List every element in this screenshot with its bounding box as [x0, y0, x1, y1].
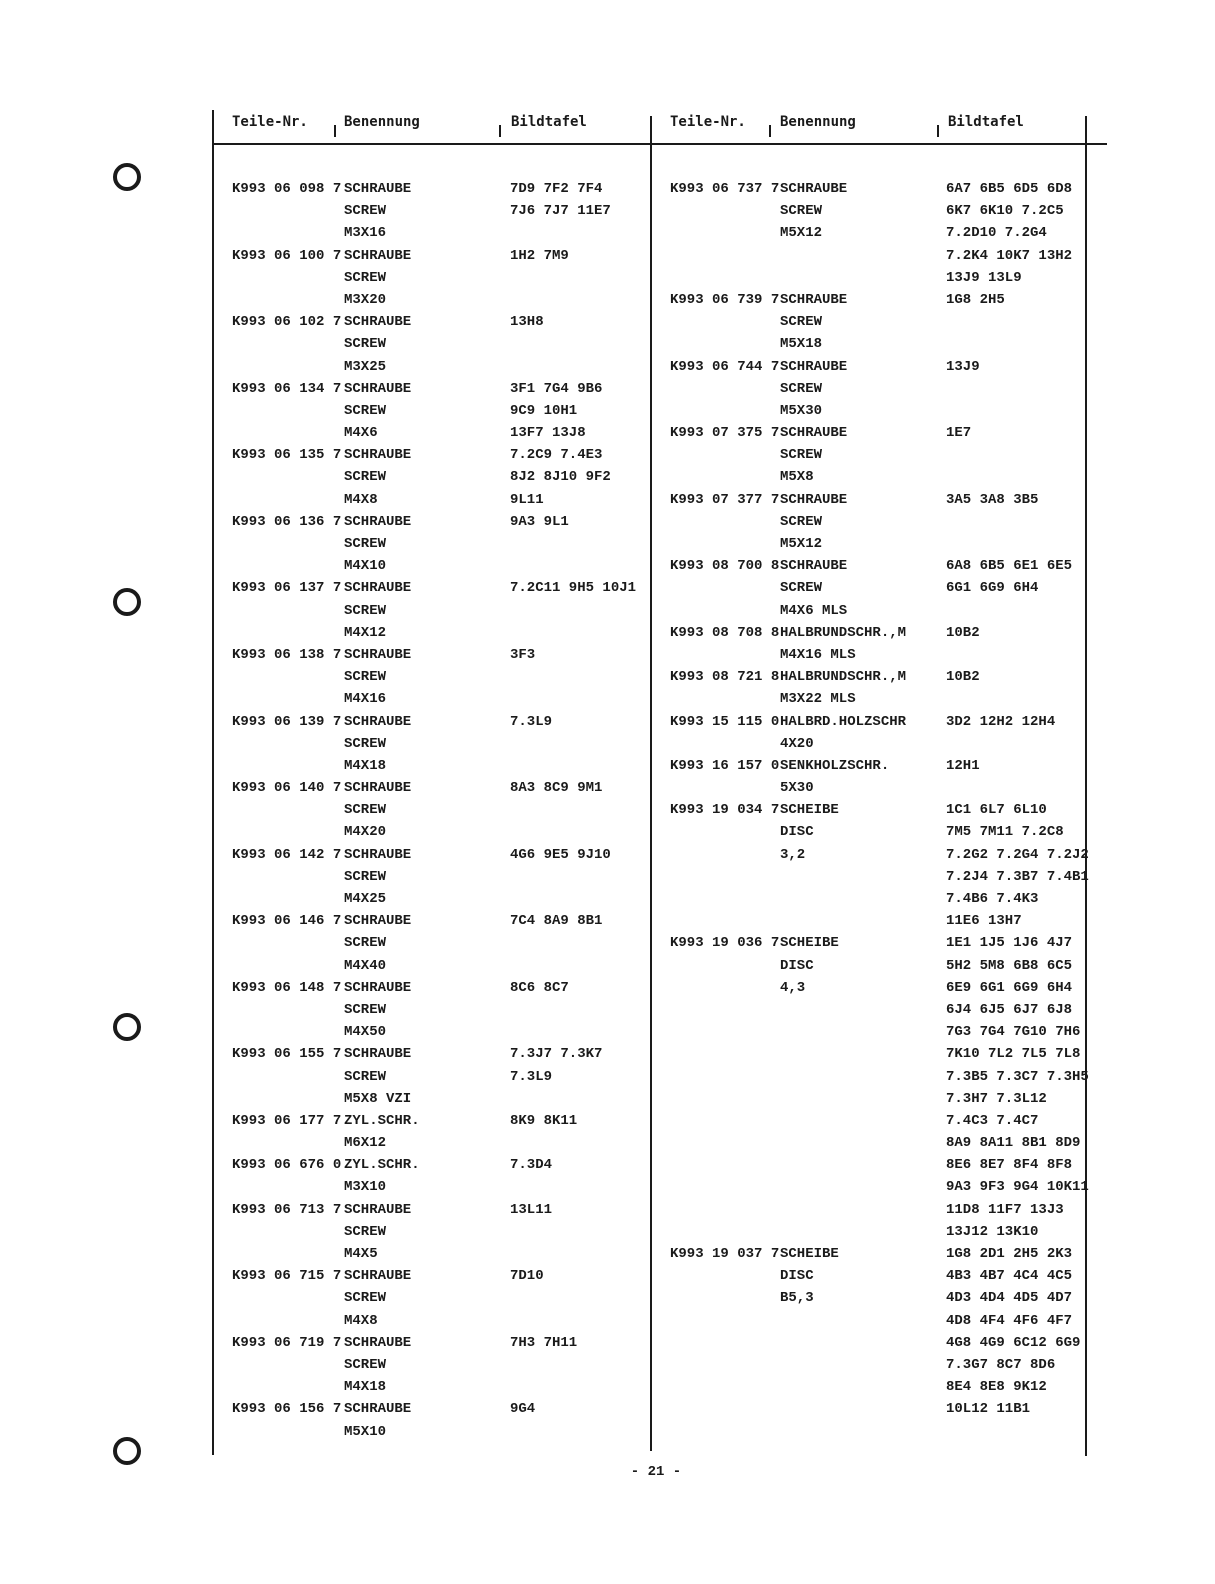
- part-name: SCREW: [344, 735, 387, 752]
- plate-reference: 9L11: [510, 491, 544, 508]
- punch-hole: [113, 1013, 141, 1041]
- part-name: SCREW: [344, 269, 387, 286]
- part-number: K993 07 377 7: [670, 491, 780, 508]
- part-name: SCREW: [344, 536, 387, 552]
- part-name: M5X8: [780, 469, 814, 486]
- part-name: 5X30: [780, 780, 814, 797]
- punch-hole: [113, 588, 141, 616]
- part-name: DISC: [780, 957, 814, 974]
- part-name: SCHEIBE: [780, 1246, 839, 1262]
- part-name: SCREW: [344, 1290, 387, 1307]
- part-name: M4X16 MLS: [780, 646, 856, 663]
- part-name: M3X20: [344, 291, 387, 308]
- part-name: SCHEIBE: [780, 935, 839, 952]
- header-part-no-left: Teile-Nr.: [232, 114, 308, 130]
- plate-reference: 7.3G7 8C7 8D6: [946, 1356, 1056, 1373]
- part-name: M4X50: [344, 1024, 387, 1041]
- part-name: SCREW: [344, 1068, 387, 1085]
- part-number: K993 06 148 7: [232, 979, 342, 996]
- part-name: M4X6: [344, 425, 378, 442]
- plate-reference: 3F3: [510, 646, 536, 663]
- part-name: SCHRAUBE: [780, 425, 848, 442]
- part-name: M4X5: [344, 1246, 378, 1262]
- plate-reference: 4G6 9E5 9J10: [510, 846, 611, 863]
- punch-hole: [113, 163, 141, 191]
- part-name: SCREW: [780, 380, 823, 397]
- part-name: HALBRUNDSCHR.,M: [780, 669, 907, 686]
- plate-reference: 3F1 7G4 9B6: [510, 380, 603, 397]
- plate-reference: 12H1: [946, 757, 980, 774]
- part-name: SCREW: [344, 868, 387, 885]
- part-name: M4X10: [344, 558, 387, 575]
- header-plate-left: Bildtafel: [511, 114, 587, 130]
- part-number: K993 06 102 7: [232, 314, 342, 331]
- plate-reference: 8C6 8C7: [510, 979, 569, 996]
- part-number: K993 06 134 7: [232, 380, 342, 397]
- part-name: M4X8: [344, 1312, 378, 1329]
- plate-reference: 11E6 13H7: [946, 913, 1022, 930]
- part-name: SCREW: [344, 935, 387, 952]
- plate-reference: 1H2 7M9: [510, 247, 569, 264]
- part-number: K993 06 715 7: [232, 1268, 342, 1285]
- part-name: M4X6 MLS: [780, 602, 848, 619]
- plate-reference: 8A9 8A11 8B1 8D9: [946, 1135, 1081, 1152]
- plate-reference: 5H2 5M8 6B8 6C5: [946, 957, 1073, 974]
- part-number: K993 19 036 7: [670, 935, 780, 952]
- plate-reference: 6E9 6G1 6G9 6H4: [946, 979, 1073, 996]
- part-number: K993 06 155 7: [232, 1046, 342, 1063]
- plate-reference: 7H3 7H11: [510, 1334, 578, 1351]
- plate-reference: 8A3 8C9 9M1: [510, 780, 603, 797]
- part-name: M5X18: [780, 336, 823, 353]
- plate-reference: 4G8 4G9 6C12 6G9: [946, 1334, 1081, 1351]
- part-name: SENKHOLZSCHR.: [780, 757, 890, 774]
- plate-reference: 7.3B5 7.3C7 7.3H5: [946, 1068, 1089, 1085]
- plate-reference: 7.2C9 7.4E3: [510, 447, 603, 464]
- part-name: SCHEIBE: [780, 802, 839, 819]
- plate-reference: 9A3 9L1: [510, 513, 569, 530]
- plate-reference: 13J9: [946, 358, 980, 375]
- part-name: M3X10: [344, 1179, 387, 1196]
- part-name: DISC: [780, 1268, 814, 1285]
- plate-reference: 10L12 11B1: [946, 1401, 1031, 1418]
- part-number: K993 06 676 0: [232, 1157, 342, 1174]
- part-name: SCREW: [344, 469, 387, 486]
- part-name: 4,3: [780, 979, 806, 996]
- part-number: K993 06 135 7: [232, 447, 342, 464]
- plate-reference: 7.3D4: [510, 1157, 553, 1174]
- part-name: SCREW: [344, 669, 387, 686]
- part-name: SCREW: [344, 602, 387, 619]
- part-number: K993 06 713 7: [232, 1201, 342, 1218]
- plate-reference: 8E6 8E7 8F4 8F8: [946, 1157, 1073, 1174]
- part-name: SCHRAUBE: [780, 491, 848, 508]
- header-tick: [937, 125, 939, 137]
- part-number: K993 16 157 0: [670, 757, 780, 774]
- plate-reference: 7.3J7 7.3K7: [510, 1046, 603, 1063]
- part-name: SCHRAUBE: [780, 358, 848, 375]
- header-plate-right: Bildtafel: [948, 114, 1024, 130]
- plate-reference: 7.3H7 7.3L12: [946, 1090, 1047, 1107]
- header-tick: [499, 125, 501, 137]
- plate-reference: 7D10: [510, 1268, 544, 1285]
- plate-reference: 7.2D10 7.2G4: [946, 225, 1047, 242]
- part-name: SCHRAUBE: [344, 780, 412, 797]
- part-number: K993 06 146 7: [232, 913, 342, 930]
- plate-reference: 3D2 12H2 12H4: [946, 713, 1056, 730]
- part-name: SCHRAUBE: [344, 713, 412, 730]
- part-number: K993 06 137 7: [232, 580, 342, 597]
- part-name: M6X12: [344, 1135, 387, 1152]
- plate-reference: 9C9 10H1: [510, 402, 578, 419]
- part-number: K993 06 140 7: [232, 780, 342, 797]
- part-name: SCHRAUBE: [780, 558, 848, 575]
- page-number: - 21 -: [630, 1464, 682, 1480]
- plate-reference: 11D8 11F7 13J3: [946, 1201, 1064, 1218]
- part-number: K993 06 156 7: [232, 1401, 342, 1418]
- part-name: HALBRD.HOLZSCHR: [780, 713, 907, 730]
- plate-reference: 8J2 8J10 9F2: [510, 469, 611, 486]
- plate-reference: 6A7 6B5 6D5 6D8: [946, 181, 1073, 197]
- plate-reference: 6J4 6J5 6J7 6J8: [946, 1001, 1073, 1018]
- part-name: SCREW: [344, 1223, 387, 1240]
- plate-reference: 7.2C11 9H5 10J1: [510, 580, 637, 597]
- plate-reference: 7.4B6 7.4K3: [946, 891, 1039, 907]
- part-name: M5X10: [344, 1423, 387, 1440]
- part-number: K993 15 115 0: [670, 713, 780, 730]
- plate-reference: 1E7: [946, 425, 972, 442]
- part-number: K993 06 136 7: [232, 513, 342, 530]
- part-name: SCHRAUBE: [344, 913, 412, 930]
- plate-reference: 6K7 6K10 7.2C5: [946, 203, 1064, 220]
- part-number: K993 06 142 7: [232, 846, 342, 863]
- plate-reference: 7D9 7F2 7F4: [510, 181, 603, 197]
- plate-reference: 3A5 3A8 3B5: [946, 491, 1039, 508]
- part-name: SCHRAUBE: [344, 846, 412, 863]
- table-left-border: [212, 110, 214, 1455]
- plate-reference: 10B2: [946, 669, 980, 686]
- part-name: ZYL.SCHR.: [344, 1112, 420, 1129]
- plate-reference: 4D8 4F4 4F6 4F7: [946, 1312, 1073, 1329]
- part-name: SCREW: [780, 314, 823, 331]
- part-name: M3X16: [344, 225, 387, 242]
- part-name: SCHRAUBE: [344, 314, 412, 331]
- plate-reference: 4B3 4B7 4C4 4C5: [946, 1268, 1073, 1285]
- part-name: SCHRAUBE: [344, 513, 412, 530]
- plate-reference: 8E4 8E8 9K12: [946, 1379, 1047, 1396]
- part-number: K993 07 375 7: [670, 425, 780, 442]
- part-name: 3,2: [780, 846, 806, 863]
- table-center-divider: [650, 116, 652, 1451]
- part-name: M5X12: [780, 536, 823, 552]
- part-name: M4X18: [344, 757, 387, 774]
- part-name: DISC: [780, 824, 814, 841]
- part-number: K993 06 098 7: [232, 181, 342, 197]
- header-part-no-right: Teile-Nr.: [670, 114, 746, 130]
- part-number: K993 08 700 8: [670, 558, 780, 575]
- plate-reference: 7.3L9: [510, 1068, 553, 1085]
- plate-reference: 7.3L9: [510, 713, 553, 730]
- part-name: SCREW: [344, 336, 387, 353]
- part-name: SCREW: [344, 1001, 387, 1018]
- part-number: K993 19 034 7: [670, 802, 780, 819]
- part-name: SCREW: [780, 203, 823, 220]
- part-name: M3X25: [344, 358, 387, 375]
- part-number: K993 08 721 8: [670, 669, 780, 686]
- header-underline: [212, 143, 1107, 145]
- part-name: SCHRAUBE: [344, 380, 412, 397]
- part-number: K993 19 037 7: [670, 1246, 780, 1262]
- part-name: SCHRAUBE: [344, 181, 412, 197]
- plate-reference: 1C1 6L7 6L10: [946, 802, 1047, 819]
- part-name: SCREW: [780, 447, 823, 464]
- part-name: ZYL.SCHR.: [344, 1157, 420, 1174]
- plate-reference: 7.4C3 7.4C7: [946, 1112, 1039, 1129]
- header-tick: [769, 125, 771, 137]
- header-name-right: Benennung: [780, 114, 856, 130]
- part-number: K993 06 100 7: [232, 247, 342, 264]
- plate-reference: 7.2J4 7.3B7 7.4B1: [946, 868, 1089, 885]
- part-name: SCHRAUBE: [344, 1268, 412, 1285]
- part-name: SCHRAUBE: [344, 1201, 412, 1218]
- plate-reference: 9A3 9F3 9G4 10K11: [946, 1179, 1089, 1196]
- part-number: K993 06 737 7: [670, 181, 780, 197]
- part-name: SCHRAUBE: [344, 1334, 412, 1351]
- plate-reference: 6A8 6B5 6E1 6E5: [946, 558, 1073, 575]
- plate-reference: 7.2G2 7.2G4 7.2J2: [946, 846, 1089, 863]
- part-name: SCREW: [780, 580, 823, 597]
- plate-reference: 1G8 2H5: [946, 291, 1005, 308]
- part-name: M4X12: [344, 624, 387, 641]
- part-name: SCHRAUBE: [344, 979, 412, 996]
- plate-reference: 13J12 13K10: [946, 1223, 1039, 1240]
- part-number: K993 06 138 7: [232, 646, 342, 663]
- plate-reference: 13L11: [510, 1201, 553, 1218]
- part-number: K993 06 177 7: [232, 1112, 342, 1129]
- plate-reference: 7K10 7L2 7L5 7L8: [946, 1046, 1081, 1063]
- part-name: M5X8 VZI: [344, 1090, 412, 1107]
- plate-reference: 1E1 1J5 1J6 4J7: [946, 935, 1073, 952]
- plate-reference: 13F7 13J8: [510, 425, 586, 442]
- plate-reference: 8K9 8K11: [510, 1112, 578, 1129]
- part-name: SCHRAUBE: [780, 181, 848, 197]
- part-name: M5X30: [780, 402, 823, 419]
- part-number: K993 06 744 7: [670, 358, 780, 375]
- part-name: M4X18: [344, 1379, 387, 1396]
- part-number: K993 06 719 7: [232, 1334, 342, 1351]
- part-name: SCREW: [344, 802, 387, 819]
- part-name: HALBRUNDSCHR.,M: [780, 624, 907, 641]
- header-tick: [334, 125, 336, 137]
- part-name: SCREW: [344, 203, 387, 220]
- punch-hole: [113, 1437, 141, 1465]
- part-name: 4X20: [780, 735, 814, 752]
- part-name: SCHRAUBE: [344, 1046, 412, 1063]
- plate-reference: 10B2: [946, 624, 980, 641]
- plate-reference: 13J9 13L9: [946, 269, 1022, 286]
- part-name: SCHRAUBE: [344, 1401, 412, 1418]
- part-name: SCHRAUBE: [780, 291, 848, 308]
- plate-reference: 9G4: [510, 1401, 536, 1418]
- part-name: M4X40: [344, 957, 387, 974]
- part-name: SCREW: [344, 402, 387, 419]
- part-name: SCHRAUBE: [344, 646, 412, 663]
- part-number: K993 06 739 7: [670, 291, 780, 308]
- part-name: SCHRAUBE: [344, 247, 412, 264]
- plate-reference: 7G3 7G4 7G10 7H6: [946, 1024, 1081, 1041]
- part-name: SCHRAUBE: [344, 580, 412, 597]
- part-number: K993 06 139 7: [232, 713, 342, 730]
- plate-reference: 4D3 4D4 4D5 4D7: [946, 1290, 1073, 1307]
- part-name: SCREW: [344, 1356, 387, 1373]
- plate-reference: 7J6 7J7 11E7: [510, 203, 611, 220]
- plate-reference: 6G1 6G9 6H4: [946, 580, 1039, 597]
- part-number: K993 08 708 8: [670, 624, 780, 641]
- part-name: M4X20: [344, 824, 387, 841]
- plate-reference: 7M5 7M11 7.2C8: [946, 824, 1064, 841]
- part-name: M3X22 MLS: [780, 691, 856, 708]
- plate-reference: 13H8: [510, 314, 544, 331]
- part-name: M5X12: [780, 225, 823, 242]
- header-name-left: Benennung: [344, 114, 420, 130]
- part-name: M4X25: [344, 891, 387, 907]
- part-name: SCREW: [780, 513, 823, 530]
- part-name: SCHRAUBE: [344, 447, 412, 464]
- plate-reference: 1G8 2D1 2H5 2K3: [946, 1246, 1073, 1262]
- part-name: M4X8: [344, 491, 378, 508]
- table-right-border: [1085, 116, 1087, 1456]
- part-name: B5,3: [780, 1290, 814, 1307]
- part-name: M4X16: [344, 691, 387, 708]
- plate-reference: 7.2K4 10K7 13H2: [946, 247, 1073, 264]
- plate-reference: 7C4 8A9 8B1: [510, 913, 603, 930]
